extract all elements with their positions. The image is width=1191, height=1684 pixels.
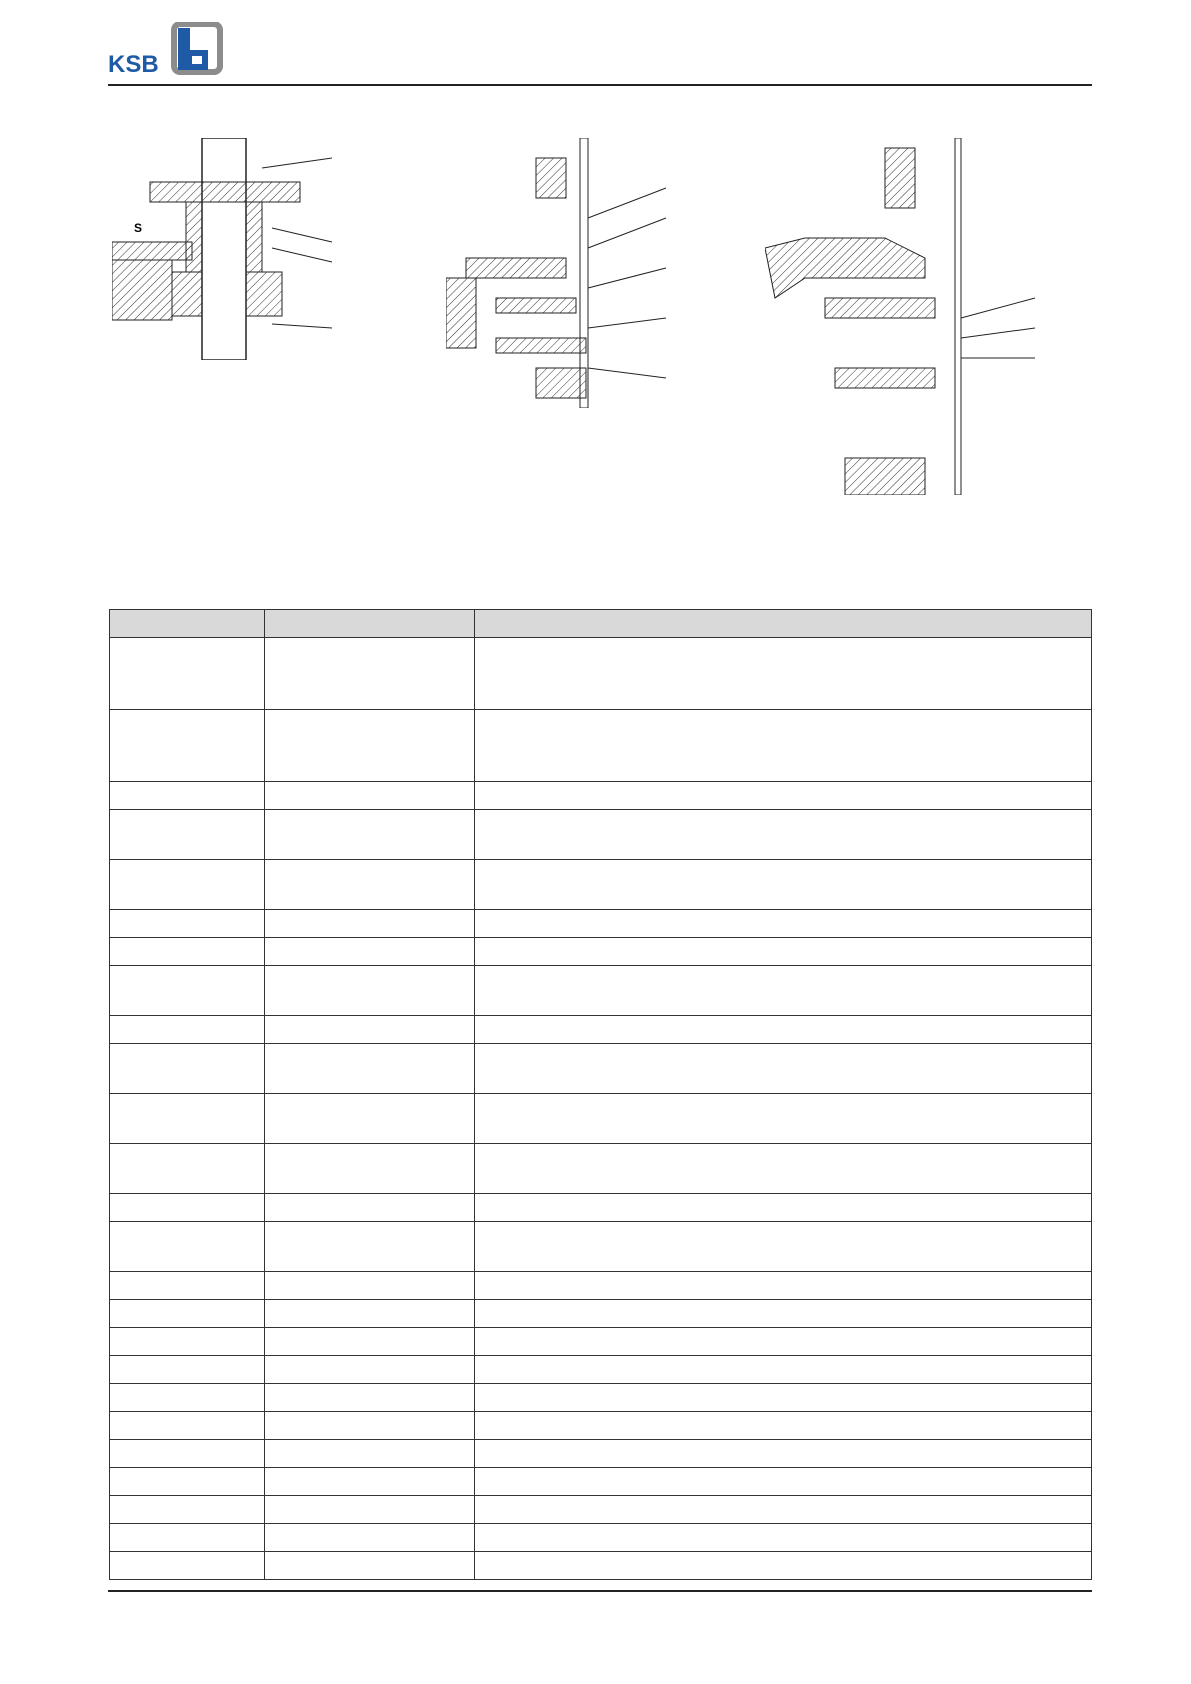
table-cell (265, 966, 475, 1016)
table-row (110, 1552, 1092, 1580)
table-cell (475, 910, 1092, 938)
table-row (110, 1440, 1092, 1468)
table-cell (265, 638, 475, 710)
table-cell (265, 710, 475, 782)
table-row (110, 1300, 1092, 1328)
table-header-cell (265, 610, 475, 638)
table-cell (475, 1300, 1092, 1328)
table-cell (110, 1194, 265, 1222)
table-cell (110, 1272, 265, 1300)
table-cell (265, 1468, 475, 1496)
table-cell (110, 1384, 265, 1412)
table-cell (475, 1194, 1092, 1222)
table-cell (265, 810, 475, 860)
table-row (110, 1496, 1092, 1524)
table-cell (265, 1356, 475, 1384)
table-cell (110, 1328, 265, 1356)
table-cell (110, 1044, 265, 1094)
table-row (110, 710, 1092, 782)
table-cell (475, 1044, 1092, 1094)
table-cell (265, 1384, 475, 1412)
table-cell (475, 1144, 1092, 1194)
table-cell (110, 1300, 265, 1328)
callout-s: S (134, 221, 143, 235)
table-cell (110, 860, 265, 910)
table-cell (265, 1044, 475, 1094)
table-cell (475, 1524, 1092, 1552)
table-row (110, 1144, 1092, 1194)
table-cell (265, 910, 475, 938)
table-row (110, 966, 1092, 1016)
logo-text: KSB (108, 51, 159, 78)
table-row (110, 1094, 1092, 1144)
table-row (110, 860, 1092, 910)
table-cell (475, 810, 1092, 860)
table-cell (110, 1496, 265, 1524)
table-cell (110, 782, 265, 810)
table-row (110, 1016, 1092, 1044)
seal-drawing-2 (446, 138, 671, 408)
table-cell (110, 710, 265, 782)
table-cell (265, 1412, 475, 1440)
table-cell (475, 1356, 1092, 1384)
table-cell (110, 1356, 265, 1384)
seal-drawing-1 (112, 138, 337, 360)
table-cell (110, 1440, 265, 1468)
table-header-cell (110, 610, 265, 638)
table-row (110, 938, 1092, 966)
table-cell (265, 1222, 475, 1272)
table-cell (110, 938, 265, 966)
table-cell (110, 810, 265, 860)
table-cell (265, 860, 475, 910)
header-rule (108, 84, 1092, 86)
table-row (110, 1044, 1092, 1094)
table-cell (265, 1496, 475, 1524)
table-cell (265, 1328, 475, 1356)
table-cell (475, 1222, 1092, 1272)
ksb-logo (108, 22, 228, 78)
table-cell (110, 638, 265, 710)
table-row (110, 1194, 1092, 1222)
table-row (110, 638, 1092, 710)
table-cell (110, 1412, 265, 1440)
table-cell (475, 1384, 1092, 1412)
table-row (110, 1384, 1092, 1412)
table-cell (265, 1300, 475, 1328)
table-cell (110, 1094, 265, 1144)
table-row (110, 910, 1092, 938)
table-cell (475, 1496, 1092, 1524)
table-cell (265, 1552, 475, 1580)
table-cell (265, 1194, 475, 1222)
table-cell (475, 860, 1092, 910)
table-row (110, 810, 1092, 860)
table-row (110, 1356, 1092, 1384)
table-cell (110, 1222, 265, 1272)
table-row (110, 782, 1092, 810)
table-cell (475, 1272, 1092, 1300)
table-cell (265, 782, 475, 810)
table-cell (475, 938, 1092, 966)
table-cell (110, 1468, 265, 1496)
table-row (110, 1412, 1092, 1440)
table-cell (110, 1144, 265, 1194)
table-cell (265, 1094, 475, 1144)
table-cell (475, 1440, 1092, 1468)
table-cell (265, 938, 475, 966)
table-row (110, 1468, 1092, 1496)
table-cell (475, 1468, 1092, 1496)
table-cell (475, 1412, 1092, 1440)
table-cell (265, 1016, 475, 1044)
table-cell (110, 910, 265, 938)
table-row (110, 1222, 1092, 1272)
table-row (110, 1328, 1092, 1356)
seal-drawing-3 (765, 138, 1045, 495)
table-row (110, 1272, 1092, 1300)
table-cell (475, 1016, 1092, 1044)
table-cell (475, 638, 1092, 710)
table-header-cell (475, 610, 1092, 638)
table-header-row (110, 610, 1092, 638)
spec-table (109, 609, 1092, 1580)
table-cell (475, 1328, 1092, 1356)
footer-rule (108, 1590, 1092, 1592)
table-cell (475, 782, 1092, 810)
table-cell (110, 966, 265, 1016)
table-cell (265, 1272, 475, 1300)
table-cell (265, 1440, 475, 1468)
table-cell (110, 1016, 265, 1044)
table-cell (110, 1524, 265, 1552)
table-cell (475, 966, 1092, 1016)
table-cell (475, 1094, 1092, 1144)
table-cell (265, 1144, 475, 1194)
table-cell (475, 710, 1092, 782)
table-cell (475, 1552, 1092, 1580)
table-row (110, 1524, 1092, 1552)
table-cell (110, 1552, 265, 1580)
table-cell (265, 1524, 475, 1552)
